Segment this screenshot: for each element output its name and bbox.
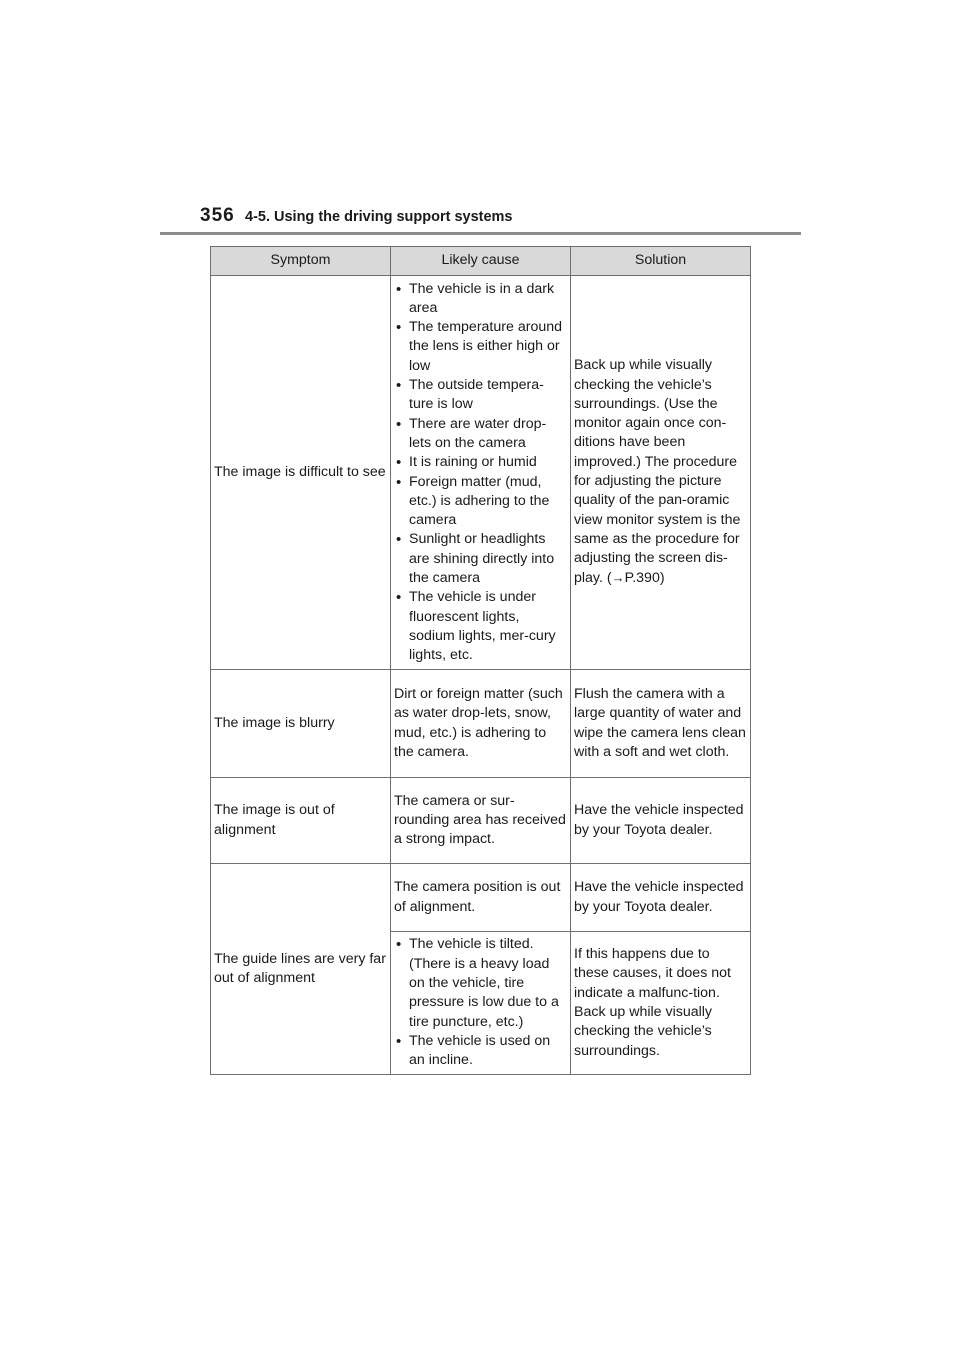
list-item: • The vehicle is used on an incline. — [394, 1032, 567, 1071]
list-item: • Sunlight or headlights are shining directly into the camera — [394, 530, 567, 588]
list-item: • It is raining or humid — [394, 453, 567, 472]
list-item: • The vehicle is in a dark area — [394, 280, 567, 319]
column-header-solution: Solution — [571, 247, 751, 276]
symptom-cell: The guide lines are very far out of alignment — [211, 864, 391, 1075]
column-header-likely-cause: Likely cause — [391, 247, 571, 276]
symptom-cell: The image is difficult to see — [211, 276, 391, 670]
table-row — [211, 864, 751, 932]
solution-cell: Flush the camera with a large quantity of water and wipe the camera lens clean with a soft and wet cloth. — [571, 670, 751, 778]
list-item: • Foreign matter (mud, etc.) is adhering to the camera — [394, 473, 567, 531]
table-row — [211, 670, 751, 778]
cause-cell: The camera or sur-rounding area has received a strong impact. — [391, 778, 571, 864]
table-row — [211, 276, 751, 670]
solution-cell: Have the vehicle inspected by your Toyota dealer. — [571, 864, 751, 932]
solution-cell: If this happens due to these causes, it does not indicate a malfunc-tion. Back up while visually checking the vehicle’s surroundings. — [571, 932, 751, 1075]
list-item: • The vehicle is under fluorescent lights, sodium lights, mer-cury lights, etc. — [394, 588, 567, 665]
header-divider — [160, 232, 801, 235]
cause-cell: Dirt or foreign matter (such as water drop-lets, snow, mud, etc.) is adhering to the camera. — [391, 670, 571, 778]
page-header — [200, 205, 800, 235]
solution-cell: Have the vehicle inspected by your Toyota dealer. — [571, 778, 751, 864]
cause-cell — [391, 276, 571, 670]
solution-cell — [571, 276, 751, 670]
list-item: • The vehicle is tilted. (There is a heavy load on the vehicle, tire pressure is low due to a tire puncture, etc.) — [394, 935, 567, 1031]
list-item: • The temperature around the lens is either high or low — [394, 318, 567, 376]
cause-list — [394, 280, 567, 666]
cause-cell — [391, 932, 571, 1075]
section-title: 4-5. Using the driving support systems — [245, 209, 513, 225]
table-row — [211, 778, 751, 864]
page-reference-link[interactable]: P.390) — [624, 570, 665, 587]
arrow-right-icon: → — [611, 570, 625, 586]
solution-text: Back up while visually checking the vehicle’s surroundings. (Use the monitor again once con-ditions have been improved.) The procedure for adjusting the picture quality of the pan-oramic view monitor system is the same as the procedure for adjusting the screen dis-play. ( — [574, 357, 741, 587]
table-header-row — [211, 247, 751, 276]
cause-list — [394, 935, 567, 1070]
list-item: • There are water drop-lets on the camera — [394, 415, 567, 454]
symptom-cell: The image is out of alignment — [211, 778, 391, 864]
troubleshooting-table — [210, 246, 751, 1075]
cause-cell: The camera position is out of alignment. — [391, 864, 571, 932]
page-number: 356 — [200, 205, 235, 226]
list-item: • The outside tempera-ture is low — [394, 376, 567, 415]
symptom-cell: The image is blurry — [211, 670, 391, 778]
column-header-symptom: Symptom — [211, 247, 391, 276]
